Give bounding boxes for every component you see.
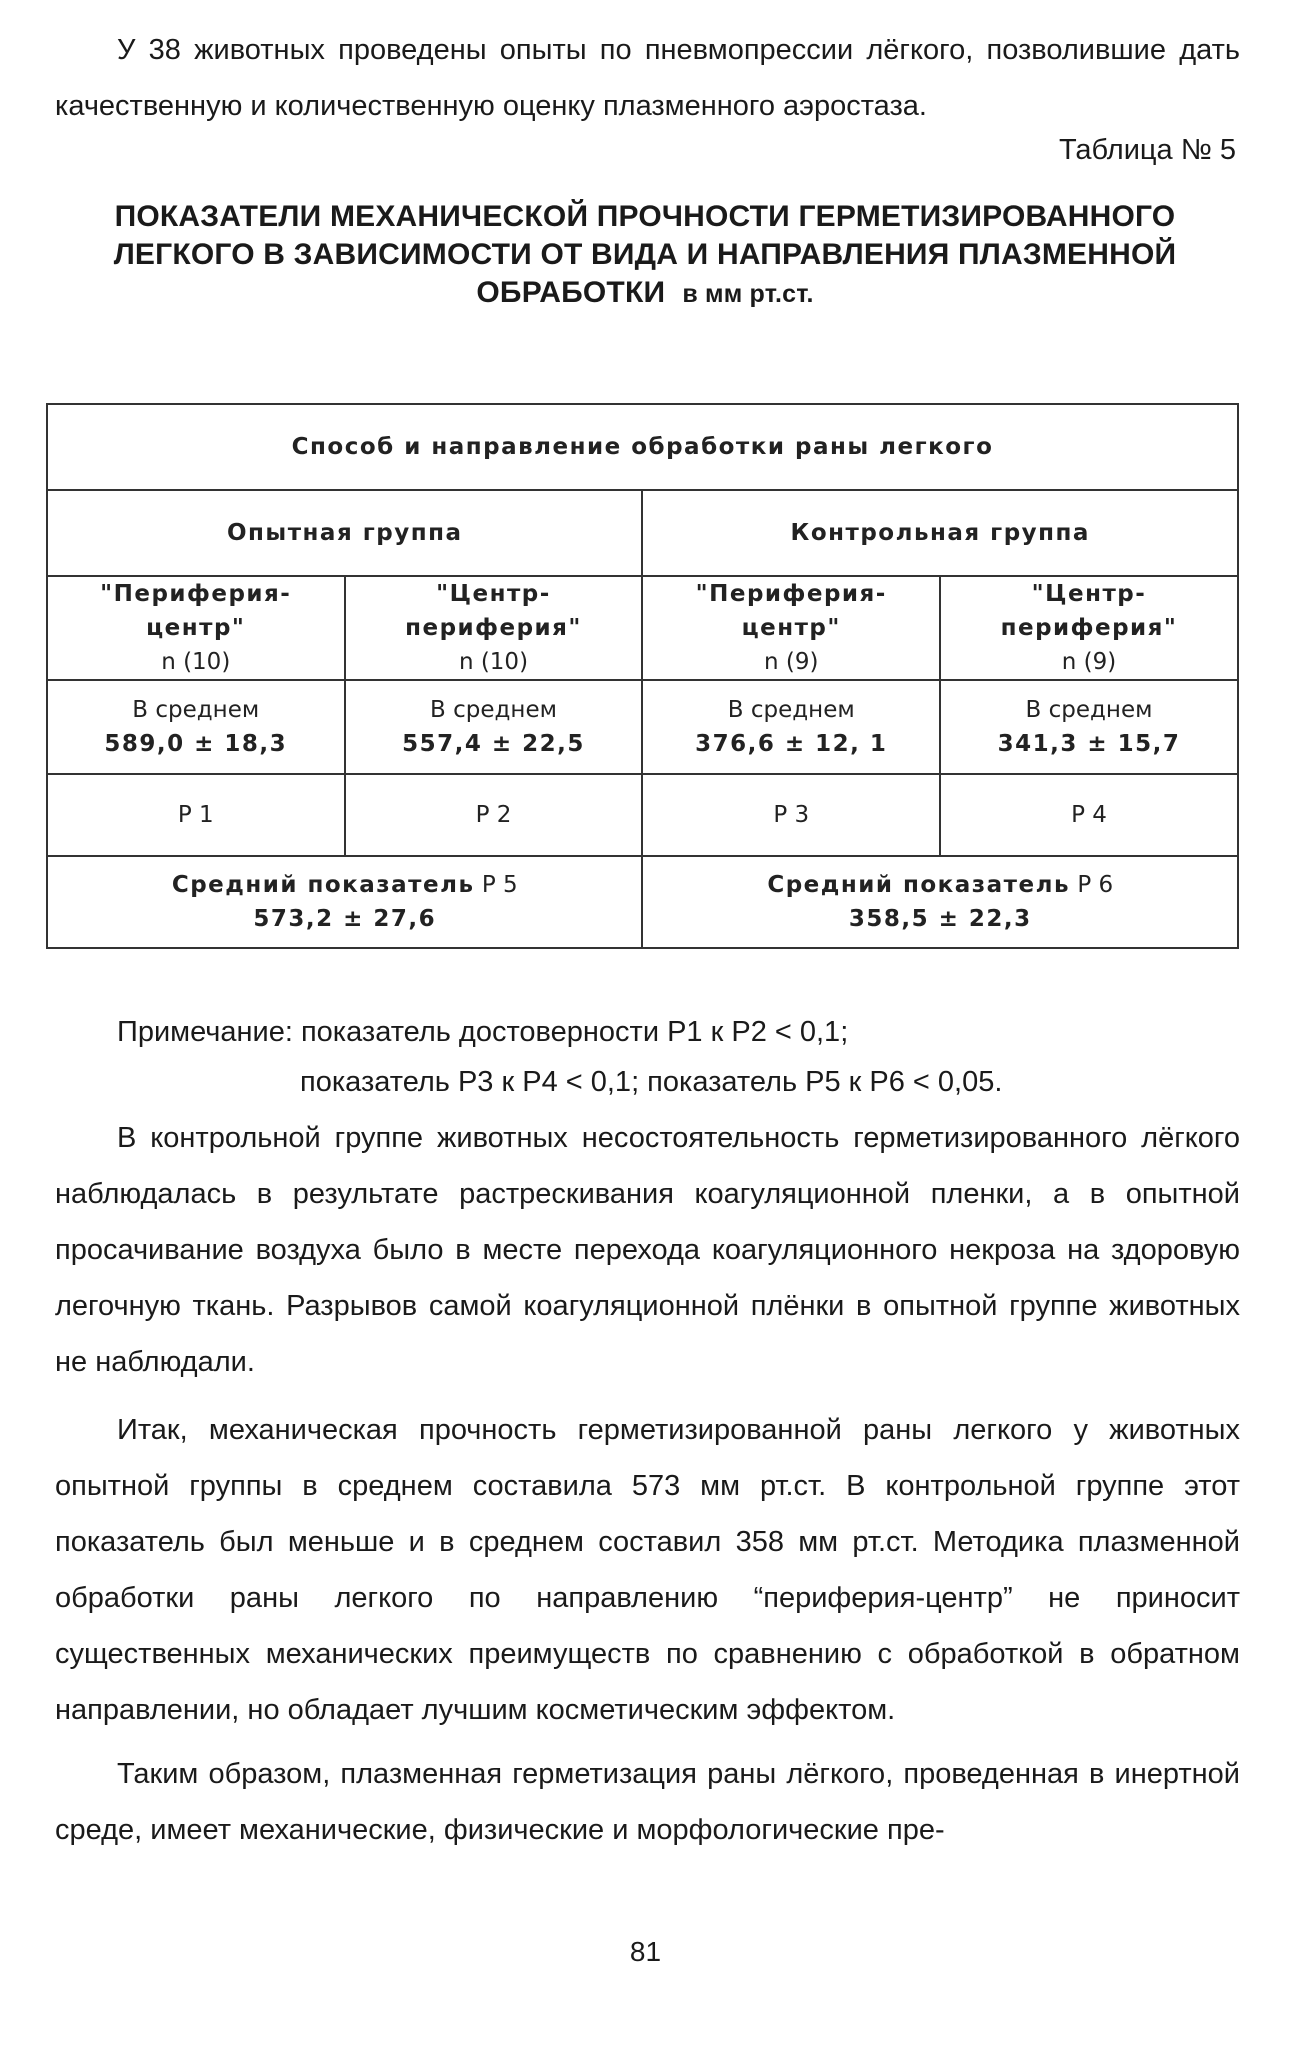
- average-label: Средний показатель: [171, 872, 475, 898]
- column-direction: "Центр-периферия": [1000, 581, 1178, 641]
- mean-label: В среднем: [132, 697, 260, 723]
- average-cell-control: [642, 856, 1238, 948]
- mean-cell: [345, 680, 643, 774]
- column-direction: "Периферия-центр": [100, 581, 292, 641]
- body-paragraph-2: Итак, механическая прочность герметизированной раны легкого у животных опытной группы в среднем составила 573 мм рт.ст. В контрольной группе этот показатель был меньше и в среднем составил 358 мм рт.ст. Методика плазменной обработки раны легкого по направлению “периферия-центр” не приносит существенных механических преимуществ по сравнению с обработкой в обратном направлении, но обладает лучшим косметическим эффектом.: [55, 1414, 1240, 1726]
- body-paragraph-1: В контрольной группе животных несостоятельность герметизированного лёгкого наблюдалась в результате растрескивания коагуляционной пленки, а в опытной просачивание воздуха было в месте перехода коагуляционного некроза на здоровую легочную ткань. Разрывов самой коагуляционной плёнки в опытной группе животных не наблюдали.: [55, 1122, 1240, 1378]
- mean-label: В среднем: [727, 697, 855, 723]
- column-header: [940, 576, 1238, 680]
- column-n: n (9): [764, 649, 819, 675]
- column-n: n (9): [1061, 649, 1117, 675]
- mean-cell: [47, 680, 345, 774]
- column-direction: "Периферия-центр": [695, 581, 887, 641]
- column-n: n (10): [458, 649, 529, 675]
- average-p: Р 6: [1077, 872, 1114, 898]
- p-cell: Р 4: [940, 774, 1238, 856]
- table-title-unit: в мм рт.ст.: [682, 280, 814, 308]
- table-title: [95, 198, 1195, 313]
- column-direction: "Центр-периферия": [405, 581, 582, 641]
- mean-cell: [940, 680, 1238, 774]
- intro-paragraph: У 38 животных проведены опыты по пневмопрессии лёгкого, позволившие дать качественную и количественную оценку плазменного аэростаза.: [55, 34, 1240, 122]
- group-experimental: Опытная группа: [47, 490, 642, 576]
- column-n: n (10): [161, 649, 231, 675]
- p-cell: Р 1: [47, 774, 345, 856]
- body-paragraph-3: Таким образом, плазменная герметизация раны лёгкого, проведенная в инертной среде, имеет механические, физические и морфологические пре-: [55, 1758, 1240, 1846]
- p-cell: Р 2: [345, 774, 643, 856]
- average-cell-experimental: [47, 856, 642, 948]
- average-p: Р 5: [481, 872, 518, 898]
- table-number: Таблица № 5: [1058, 134, 1236, 166]
- mean-cell: [642, 680, 940, 774]
- group-control: Контрольная группа: [642, 490, 1238, 576]
- results-table: [46, 403, 1239, 949]
- page-number: 81: [629, 1936, 662, 1967]
- average-value: 358,5 ± 22,3: [848, 906, 1032, 932]
- mean-value: 341,3 ± 15,7: [997, 731, 1181, 757]
- mean-label: В среднем: [430, 697, 557, 723]
- column-header: [47, 576, 345, 680]
- table-title-text: ПОКАЗАТЕЛИ МЕХАНИЧЕСКОЙ ПРОЧНОСТИ ГЕРМЕТИЗИРОВАННОГО ЛЕГКОГО В ЗАВИСИМОСТИ ОТ ВИДА И НАПРАВЛЕНИЯ ПЛАЗМЕННОЙ ОБРАБОТКИ: [113, 200, 1177, 309]
- note-line-2: показатель Р3 к Р4 < 0,1; показатель Р5 к Р6 < 0,05.: [300, 1066, 1003, 1098]
- mean-value: 589,0 ± 18,3: [104, 731, 288, 757]
- mean-value: 557,4 ± 22,5: [402, 731, 585, 757]
- column-header: [642, 576, 940, 680]
- p-cell: Р 3: [642, 774, 940, 856]
- note-line-1: Примечание: показатель достоверности Р1 к Р2 < 0,1;: [117, 1016, 849, 1048]
- average-label: Средний показатель: [767, 872, 1071, 898]
- mean-label: В среднем: [1025, 697, 1153, 723]
- mean-value: 376,6 ± 12, 1: [695, 731, 888, 757]
- column-header: [345, 576, 643, 680]
- average-value: 573,2 ± 27,6: [253, 906, 437, 932]
- table-header: Способ и направление обработки раны легкого: [47, 404, 1238, 490]
